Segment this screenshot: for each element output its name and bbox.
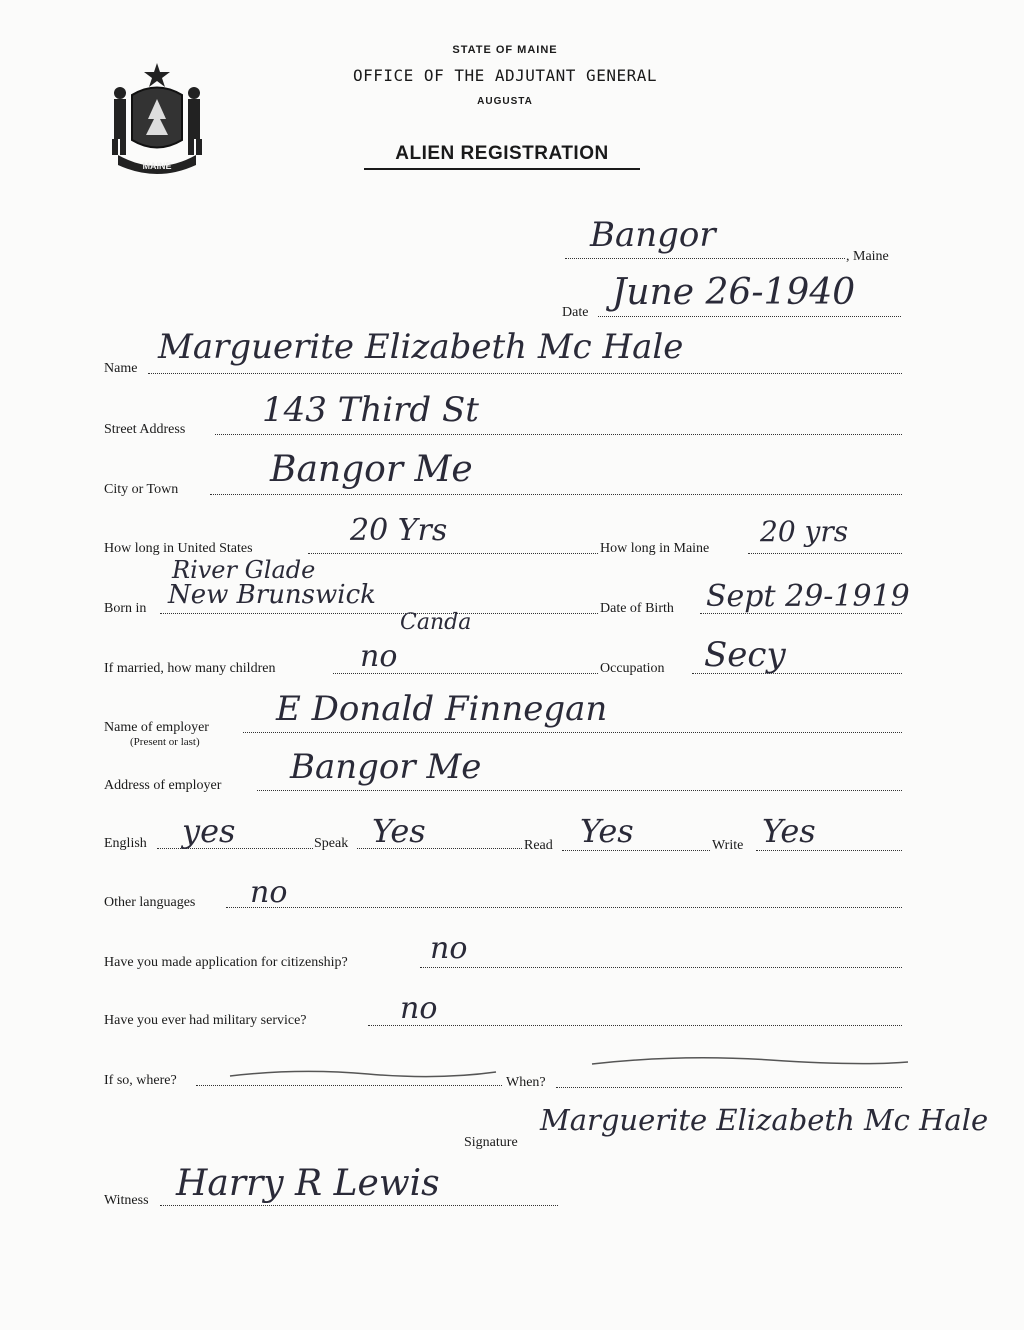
dob-label: Date of Birth	[600, 601, 674, 616]
city-value: Bangor Me	[270, 449, 473, 490]
street-label: Street Address	[104, 422, 186, 437]
born-line	[160, 613, 598, 614]
employer-addr-label: Address of employer	[104, 778, 222, 793]
occupation-value: Secy	[704, 635, 786, 675]
name-line	[148, 373, 902, 374]
signature-value: Marguerite Elizabeth Mc Hale	[540, 1103, 989, 1137]
witness-line	[160, 1205, 558, 1206]
us-label: How long in United States	[104, 541, 253, 556]
us-value: 20 Yrs	[350, 513, 448, 548]
occupation-label: Occupation	[600, 661, 665, 676]
city-line	[210, 494, 902, 495]
when-label: When?	[506, 1075, 546, 1090]
signature-label: Signature	[464, 1135, 518, 1150]
born-value-line2: New Brunswick	[168, 580, 376, 610]
born-value-line1: River Glade	[172, 556, 316, 584]
write-value: Yes	[762, 812, 816, 850]
english-value: yes	[182, 812, 236, 850]
office-heading: OFFICE OF THE ADJUTANT GENERAL	[353, 66, 657, 85]
children-label: If married, how many children	[104, 661, 276, 676]
street-line	[215, 434, 902, 435]
citizenship-value: no	[430, 931, 468, 966]
seal-banner-text: MAINE	[142, 161, 172, 171]
maine-long-value: 20 yrs	[760, 515, 849, 548]
maine-label: , Maine	[846, 249, 889, 264]
other-lang-label: Other languages	[104, 895, 196, 910]
write-line	[756, 850, 902, 851]
military-value: no	[400, 991, 438, 1026]
read-value: Yes	[580, 812, 634, 850]
city-label: City or Town	[104, 482, 179, 497]
us-line	[308, 553, 598, 554]
english-label: English	[104, 836, 147, 851]
military-label: Have you ever had military service?	[104, 1013, 307, 1028]
born-label: Born in	[104, 601, 147, 616]
citizenship-line	[420, 967, 902, 968]
speak-value: Yes	[372, 812, 426, 850]
where-label: If so, where?	[104, 1073, 177, 1088]
date-value: June 26-1940	[612, 272, 856, 313]
name-value: Marguerite Elizabeth Mc Hale	[158, 327, 684, 367]
citizenship-label: Have you made application for citizenship?	[104, 955, 348, 970]
name-label: Name	[104, 361, 138, 376]
when-dash-mark	[590, 1052, 910, 1072]
employer-sub-label: (Present or last)	[130, 736, 200, 748]
read-line	[562, 850, 710, 851]
employer-addr-line	[257, 790, 902, 791]
date-line	[598, 316, 901, 317]
employer-addr-value: Bangor Me	[290, 747, 482, 787]
dob-value: Sept 29-1919	[706, 579, 910, 614]
other-lang-value: no	[250, 875, 288, 910]
speak-label: Speak	[314, 836, 349, 851]
children-value: no	[360, 639, 398, 674]
when-line	[556, 1087, 902, 1088]
city-heading: AUGUSTA	[477, 96, 533, 107]
place-value: Bangor	[590, 215, 716, 255]
other-lang-line	[226, 907, 902, 908]
employer-value: E Donald Finnegan	[276, 689, 608, 729]
street-value: 143 Third St	[262, 390, 479, 430]
maine-long-label: How long in Maine	[600, 541, 710, 556]
where-dash-mark	[228, 1064, 498, 1084]
english-line	[157, 848, 313, 849]
date-label: Date	[562, 305, 589, 320]
witness-value: Harry R Lewis	[176, 1163, 440, 1204]
maine-long-line	[748, 553, 902, 554]
state-heading: STATE OF MAINE	[452, 44, 558, 56]
place-line	[565, 258, 845, 259]
employer-line	[243, 732, 902, 733]
where-line	[196, 1085, 502, 1086]
born-value-line3: Canda	[400, 610, 472, 635]
form-title: ALIEN REGISTRATION	[395, 143, 609, 164]
write-label: Write	[712, 838, 744, 853]
witness-label: Witness	[104, 1193, 149, 1208]
military-line	[368, 1025, 902, 1026]
read-label: Read	[524, 838, 553, 853]
title-underline	[364, 168, 640, 170]
employer-label: Name of employer	[104, 720, 209, 735]
